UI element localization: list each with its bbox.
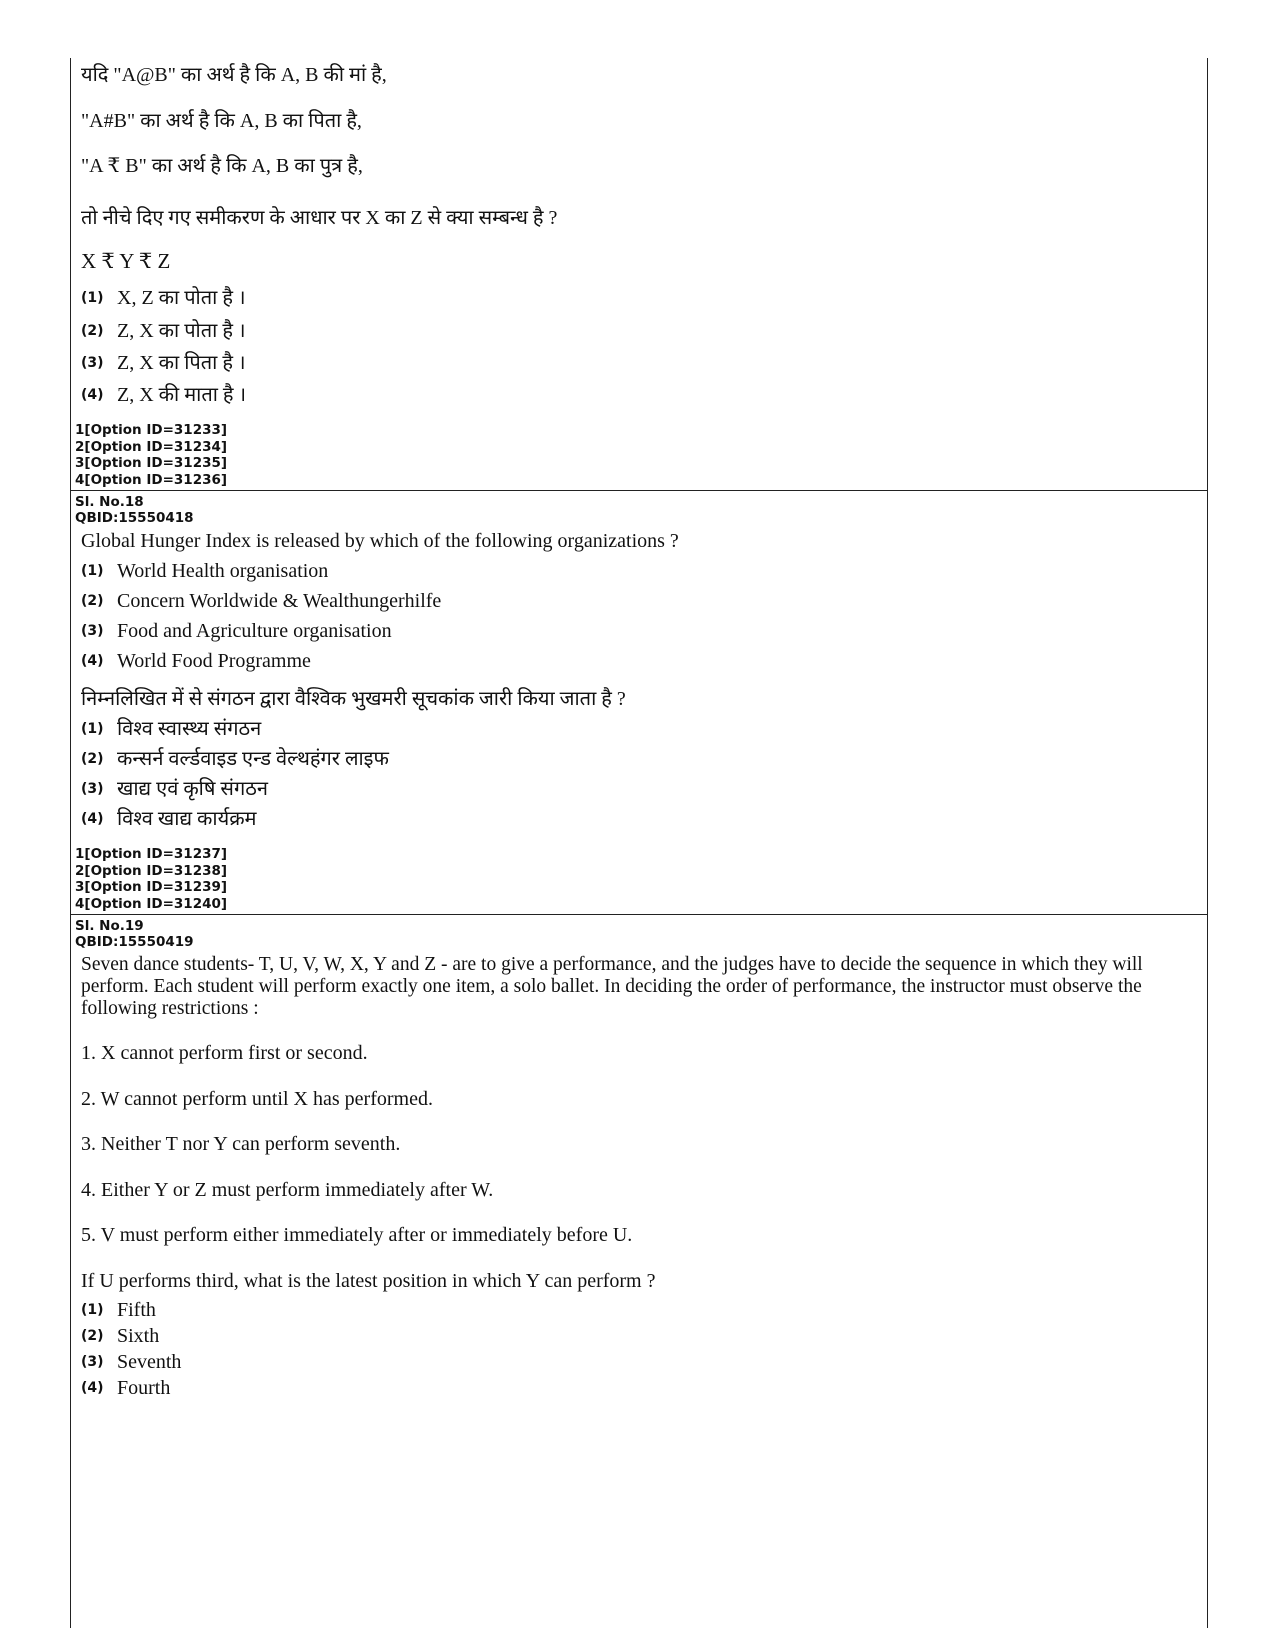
q18-header <box>75 494 194 526</box>
option-id: 1[Option ID=31237] <box>75 846 228 862</box>
option-number: (2) <box>81 323 104 339</box>
q17-option-4 <box>81 380 246 407</box>
option-text: Z, X की माता है । <box>117 384 247 406</box>
option-text: X, Z का पोता है । <box>117 287 246 309</box>
option-id: 4[Option ID=31236] <box>75 471 228 488</box>
option-number: (1) <box>81 1302 104 1318</box>
q19-option-4 <box>81 1377 170 1400</box>
option-id: 1[Option ID=31233] <box>75 422 228 438</box>
sl-no: Sl. No.19 <box>75 918 144 934</box>
qbid: QBID:15550418 <box>75 510 194 526</box>
q19-rule-4: 4. Either Y or Z must perform immediately after W. <box>81 1179 494 1201</box>
q19-question: If U performs third, what is the latest position in which Y can perform ? <box>81 1270 656 1292</box>
option-text: Fourth <box>117 1377 171 1399</box>
option-number: (1) <box>81 290 104 306</box>
page-frame <box>70 58 1208 1628</box>
option-text: Fifth <box>117 1299 156 1321</box>
option-id: 2[Option ID=31238] <box>75 862 228 879</box>
q17-option-ids <box>75 422 227 488</box>
option-number: (1) <box>81 563 104 579</box>
q19-rule-3: 3. Neither T nor Y can perform seventh. <box>81 1133 401 1155</box>
q18-option-ids <box>75 846 227 912</box>
section-divider <box>71 490 1207 491</box>
q18-option-en-2 <box>81 590 441 613</box>
q19-rule-2: 2. W cannot perform until X has performed. <box>81 1088 433 1110</box>
option-number: (3) <box>81 1354 104 1370</box>
option-id: 2[Option ID=31234] <box>75 438 228 455</box>
q17-option-2 <box>81 316 246 343</box>
q19-rule-5: 5. V must perform either immediately after or immediately before U. <box>81 1224 633 1246</box>
q19-intro: Seven dance students- T, U, V, W, X, Y and Z - are to give a performance, and the judges have to decide the sequence in which they will perform. Each student will perform exactly one item, a solo ballet. In deciding the order of performance, the instructor must observe the following restrictions : <box>81 954 1143 1019</box>
option-number: (4) <box>81 387 104 403</box>
q17-question: तो नीचे दिए गए समीकरण के आधार पर X का Z से क्या सम्बन्ध है ? <box>81 207 558 229</box>
q19-rule-1: 1. X cannot perform first or second. <box>81 1042 368 1064</box>
section-divider <box>71 914 1207 915</box>
q19-option-1 <box>81 1299 156 1322</box>
option-text: विश्व खाद्य कार्यक्रम <box>117 808 257 830</box>
q19-option-3 <box>81 1351 181 1374</box>
option-number: (2) <box>81 593 104 609</box>
q19-option-2 <box>81 1325 159 1348</box>
q17-option-3 <box>81 348 246 375</box>
option-text: कन्सर्न वर्ल्डवाइड एन्ड वेल्थहंगर लाइफ <box>117 748 389 770</box>
option-text: Concern Worldwide & Wealthungerhilfe <box>117 590 442 612</box>
option-number: (4) <box>81 653 104 669</box>
option-number: (4) <box>81 1380 104 1396</box>
q17-line-2: "A#B" का अर्थ है कि A, B का पिता है, <box>81 110 362 132</box>
q18-option-en-1 <box>81 560 328 583</box>
option-text: Food and Agriculture organisation <box>117 620 392 642</box>
option-number: (3) <box>81 781 104 797</box>
q18-option-hi-3 <box>81 774 268 801</box>
option-text: विश्व स्वास्थ्य संगठन <box>117 718 262 740</box>
q18-question-en: Global Hunger Index is released by which of the following organizations ? <box>81 530 679 552</box>
sl-no: Sl. No.18 <box>75 494 144 510</box>
q18-option-hi-4 <box>81 804 257 831</box>
option-id: 3[Option ID=31239] <box>75 879 228 895</box>
q18-option-hi-2 <box>81 744 389 771</box>
q17-line-3: "A ₹ B" का अर्थ है कि A, B का पुत्र है, <box>81 155 363 177</box>
option-number: (4) <box>81 811 104 827</box>
option-text: Z, X का पोता है । <box>117 320 246 342</box>
option-number: (3) <box>81 355 104 371</box>
q18-option-en-4 <box>81 650 311 673</box>
q18-option-en-3 <box>81 620 392 643</box>
q18-option-hi-1 <box>81 714 261 741</box>
option-number: (2) <box>81 751 104 767</box>
option-id: 4[Option ID=31240] <box>75 895 228 912</box>
option-number: (1) <box>81 721 104 737</box>
q17-equation: X ₹ Y ₹ Z <box>81 249 171 273</box>
option-text: Z, X का पिता है । <box>117 352 246 374</box>
option-text: Seventh <box>117 1351 182 1373</box>
q19-header <box>75 918 194 950</box>
option-id: 3[Option ID=31235] <box>75 455 228 471</box>
qbid: QBID:15550419 <box>75 934 194 950</box>
q17-line-1: यदि "A@B" का अर्थ है कि A, B की मां है, <box>81 64 387 86</box>
q18-question-hi: निम्नलिखित में से संगठन द्वारा वैश्विक भुखमरी सूचकांक जारी किया जाता है ? <box>81 688 626 710</box>
option-text: World Food Programme <box>117 650 311 672</box>
option-number: (3) <box>81 623 104 639</box>
option-text: खाद्य एवं कृषि संगठन <box>117 778 268 800</box>
q17-option-1 <box>81 283 246 310</box>
option-text: World Health organisation <box>117 560 329 582</box>
option-number: (2) <box>81 1328 104 1344</box>
option-text: Sixth <box>117 1325 160 1347</box>
